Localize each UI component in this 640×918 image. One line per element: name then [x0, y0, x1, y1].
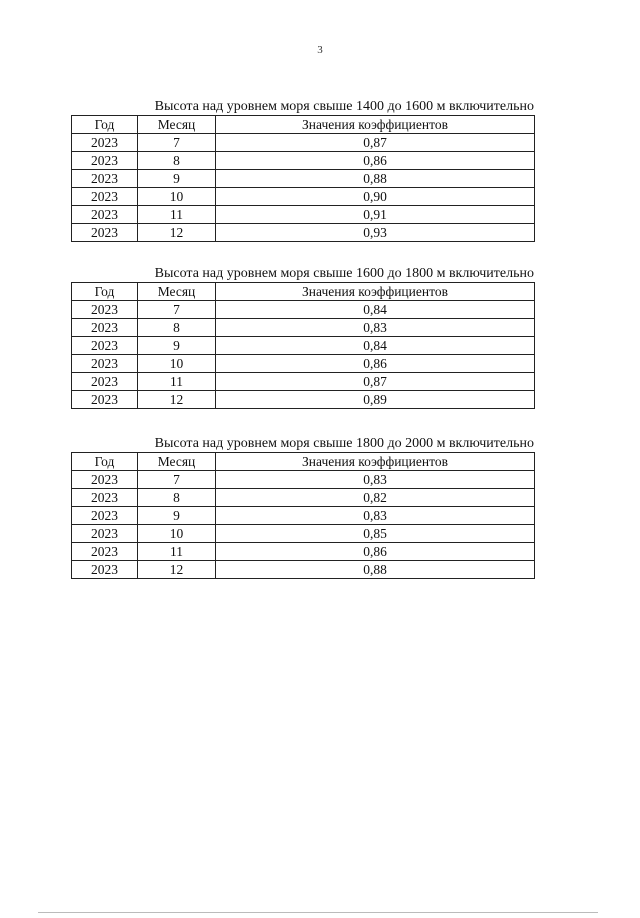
table-row: [72, 489, 535, 507]
table-header-row: [72, 453, 535, 471]
cell-coefficient: 0,91: [216, 206, 535, 224]
coefficients-table: [71, 282, 535, 409]
table-row: [72, 170, 535, 188]
cell-coefficient: 0,82: [216, 489, 535, 507]
coefficients-block-1400-1600: [71, 99, 534, 242]
scan-edge-line: [38, 912, 598, 913]
header-year: Год: [72, 116, 138, 134]
table-row: [72, 373, 535, 391]
cell-coefficient: 0,87: [216, 134, 535, 152]
cell-year: 2023: [72, 319, 138, 337]
table-row: [72, 543, 535, 561]
cell-year: 2023: [72, 301, 138, 319]
table-row: [72, 525, 535, 543]
cell-month: 12: [138, 391, 216, 409]
cell-coefficient: 0,86: [216, 355, 535, 373]
cell-coefficient: 0,93: [216, 224, 535, 242]
header-year: Год: [72, 283, 138, 301]
coefficients-table: [71, 115, 535, 242]
cell-coefficient: 0,86: [216, 152, 535, 170]
cell-month: 7: [138, 301, 216, 319]
coefficients-block-1800-2000: [71, 436, 534, 579]
table-row: [72, 224, 535, 242]
table-row: [72, 152, 535, 170]
cell-month: 9: [138, 507, 216, 525]
cell-month: 9: [138, 170, 216, 188]
cell-coefficient: 0,86: [216, 543, 535, 561]
cell-month: 10: [138, 355, 216, 373]
cell-year: 2023: [72, 355, 138, 373]
cell-coefficient: 0,90: [216, 188, 535, 206]
table-header-row: [72, 116, 535, 134]
cell-month: 12: [138, 561, 216, 579]
cell-coefficient: 0,85: [216, 525, 535, 543]
cell-year: 2023: [72, 525, 138, 543]
cell-month: 8: [138, 152, 216, 170]
cell-month: 10: [138, 188, 216, 206]
cell-year: 2023: [72, 489, 138, 507]
cell-coefficient: 0,88: [216, 170, 535, 188]
cell-year: 2023: [72, 152, 138, 170]
cell-month: 7: [138, 134, 216, 152]
cell-month: 7: [138, 471, 216, 489]
table-caption: Высота над уровнем моря свыше 1400 до 1600 м включительно: [154, 99, 534, 114]
cell-year: 2023: [72, 373, 138, 391]
cell-coefficient: 0,89: [216, 391, 535, 409]
table-row: [72, 471, 535, 489]
table-row: [72, 561, 535, 579]
header-month: Месяц: [138, 283, 216, 301]
table-row: [72, 206, 535, 224]
cell-year: 2023: [72, 507, 138, 525]
cell-month: 8: [138, 489, 216, 507]
cell-month: 9: [138, 337, 216, 355]
table-row: [72, 134, 535, 152]
table-row: [72, 507, 535, 525]
cell-year: 2023: [72, 391, 138, 409]
table-row: [72, 301, 535, 319]
table-caption: Высота над уровнем моря свыше 1800 до 2000 м включительно: [154, 436, 534, 451]
cell-month: 8: [138, 319, 216, 337]
header-month: Месяц: [138, 116, 216, 134]
header-coefficient: Значения коэффициентов: [216, 116, 535, 134]
cell-coefficient: 0,88: [216, 561, 535, 579]
table-row: [72, 355, 535, 373]
coefficients-table: [71, 452, 535, 579]
cell-month: 11: [138, 206, 216, 224]
table-caption: Высота над уровнем моря свыше 1600 до 1800 м включительно: [154, 266, 534, 281]
cell-coefficient: 0,83: [216, 471, 535, 489]
cell-coefficient: 0,87: [216, 373, 535, 391]
header-coefficient: Значения коэффициентов: [216, 453, 535, 471]
cell-coefficient: 0,84: [216, 337, 535, 355]
cell-year: 2023: [72, 224, 138, 242]
table-row: [72, 188, 535, 206]
table-row: [72, 337, 535, 355]
cell-year: 2023: [72, 471, 138, 489]
cell-month: 12: [138, 224, 216, 242]
cell-year: 2023: [72, 543, 138, 561]
cell-coefficient: 0,83: [216, 507, 535, 525]
coefficients-block-1600-1800: [71, 266, 534, 409]
header-year: Год: [72, 453, 138, 471]
cell-month: 11: [138, 543, 216, 561]
cell-coefficient: 0,84: [216, 301, 535, 319]
cell-year: 2023: [72, 134, 138, 152]
cell-year: 2023: [72, 170, 138, 188]
cell-coefficient: 0,83: [216, 319, 535, 337]
cell-year: 2023: [72, 206, 138, 224]
table-row: [72, 319, 535, 337]
cell-year: 2023: [72, 561, 138, 579]
page-number: 3: [317, 44, 323, 56]
cell-year: 2023: [72, 337, 138, 355]
header-month: Месяц: [138, 453, 216, 471]
table-row: [72, 391, 535, 409]
cell-year: 2023: [72, 188, 138, 206]
table-header-row: [72, 283, 535, 301]
header-coefficient: Значения коэффициентов: [216, 283, 535, 301]
cell-month: 10: [138, 525, 216, 543]
cell-month: 11: [138, 373, 216, 391]
